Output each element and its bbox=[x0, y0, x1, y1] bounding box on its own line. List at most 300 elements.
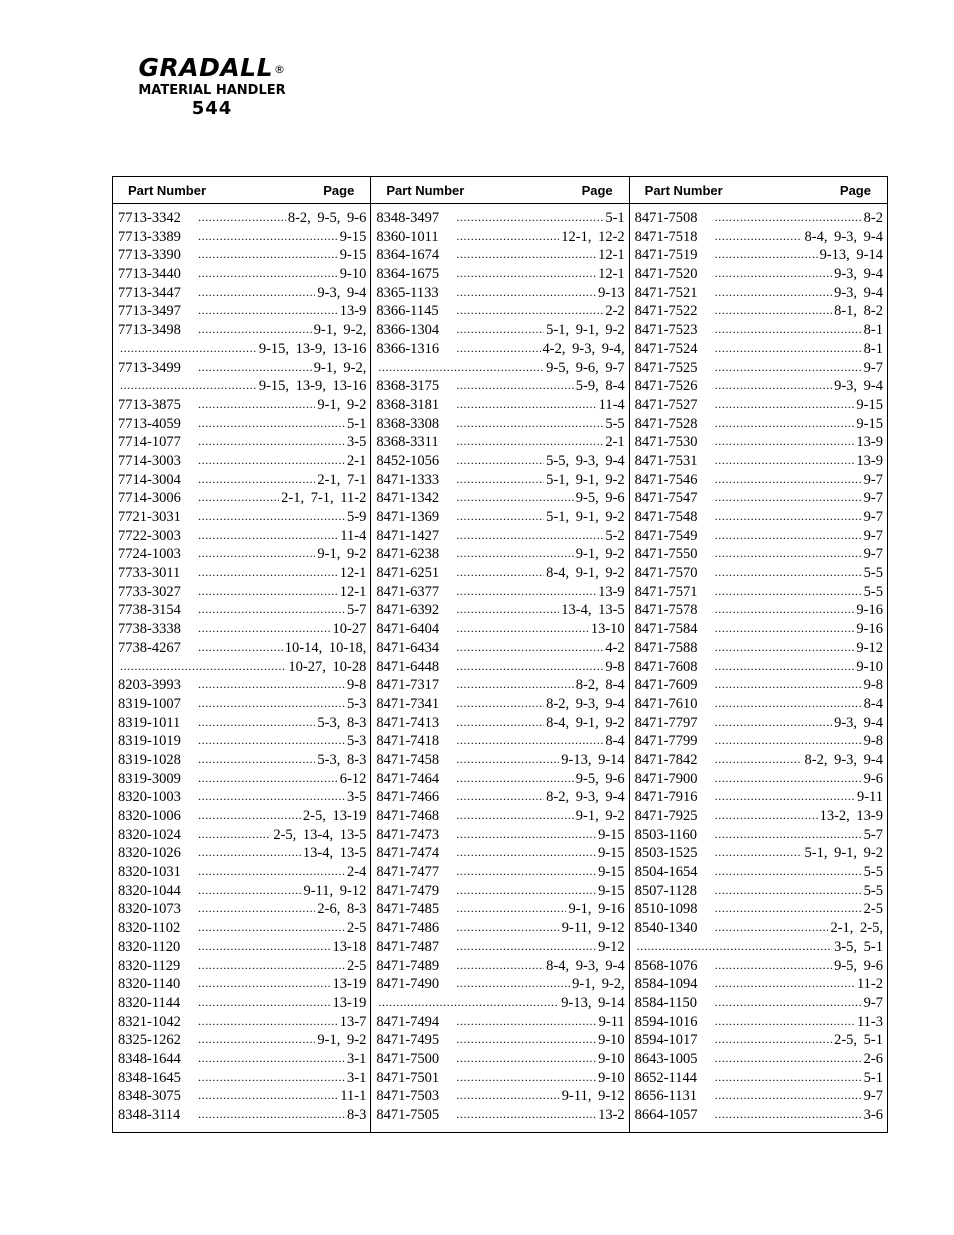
page-reference: 9-15 bbox=[598, 826, 625, 843]
part-number: 8368-3308 bbox=[376, 415, 440, 432]
part-number: 8320-1073 bbox=[118, 901, 181, 918]
column-header bbox=[630, 177, 887, 204]
index-row bbox=[635, 843, 883, 862]
index-row bbox=[376, 376, 624, 395]
index-row bbox=[635, 937, 883, 956]
page-reference: 9-10 bbox=[856, 658, 883, 675]
part-number: 8348-1644 bbox=[118, 1050, 181, 1067]
part-number: 8664-1057 bbox=[634, 1107, 698, 1123]
index-row bbox=[376, 245, 624, 264]
part-number: 8203-3993 bbox=[118, 677, 181, 694]
part-number: 8471-7550 bbox=[634, 546, 698, 563]
index-row bbox=[635, 806, 883, 825]
dot-leader bbox=[198, 956, 345, 970]
page-reference: 9-3, 9-4 bbox=[834, 714, 883, 731]
rows-1 bbox=[113, 204, 370, 1124]
index-row bbox=[376, 899, 624, 918]
page-reference: 9-15 bbox=[598, 864, 625, 881]
index-row bbox=[635, 731, 883, 750]
part-number: 8471-7608 bbox=[634, 658, 698, 675]
part-number: 8319-1019 bbox=[118, 733, 181, 750]
index-row bbox=[118, 1049, 366, 1068]
index-row bbox=[118, 657, 366, 676]
page-reference: 12-1, 12-2 bbox=[561, 228, 625, 245]
part-number: 8471-7474 bbox=[376, 845, 440, 862]
page-reference: 9-1, 9-2 bbox=[575, 546, 625, 563]
page-reference: 9-15, 13-9, 13-16 bbox=[258, 378, 367, 395]
index-row bbox=[118, 208, 366, 227]
part-number: 8594-1017 bbox=[634, 1032, 698, 1049]
part-number: 8471-7495 bbox=[376, 1032, 440, 1049]
part-number: 8568-1076 bbox=[634, 957, 698, 974]
dot-leader bbox=[715, 245, 818, 259]
page-reference: 2-2 bbox=[605, 303, 625, 320]
index-row bbox=[635, 675, 883, 694]
part-number: 8471-7525 bbox=[634, 359, 698, 376]
page-reference: 5-7 bbox=[863, 826, 883, 843]
dot-leader bbox=[456, 245, 596, 259]
part-number: 8368-3311 bbox=[376, 434, 439, 451]
index-row bbox=[376, 563, 624, 582]
page-reference: 12-1 bbox=[598, 266, 625, 283]
part-number: 7714-3003 bbox=[118, 452, 181, 469]
index-row bbox=[376, 1086, 624, 1105]
index-row bbox=[635, 227, 883, 246]
page-reference: 8-4 bbox=[605, 733, 625, 750]
index-row bbox=[635, 1030, 883, 1049]
dot-leader bbox=[715, 1030, 832, 1044]
part-number: 8471-7578 bbox=[634, 602, 698, 619]
part-number: 7738-3154 bbox=[118, 602, 181, 619]
index-row bbox=[635, 600, 883, 619]
index-row bbox=[635, 208, 883, 227]
product-subtitle: MATERIAL HANDLER bbox=[138, 83, 286, 98]
part-number: 8471-7413 bbox=[376, 714, 440, 731]
page-reference: 9-11, 9-12 bbox=[303, 882, 367, 899]
dot-leader bbox=[715, 376, 832, 390]
part-number: 8368-3181 bbox=[376, 396, 440, 413]
dot-leader bbox=[715, 862, 862, 876]
page-reference: 9-7 bbox=[863, 994, 883, 1011]
index-row bbox=[635, 769, 883, 788]
index-row bbox=[118, 862, 366, 881]
part-number: 8471-7523 bbox=[634, 322, 698, 339]
dot-leader bbox=[456, 918, 559, 932]
index-row bbox=[635, 1105, 883, 1124]
part-number: 8471-7528 bbox=[634, 415, 698, 432]
page-reference: 5-1, 9-1, 9-2 bbox=[546, 509, 625, 525]
part-number-heading: Part Number bbox=[128, 182, 207, 198]
page-reference: 9-1, 9-2, bbox=[572, 976, 625, 993]
page-reference: 10-14, 10-18, bbox=[284, 639, 367, 656]
part-number: 8348-3075 bbox=[118, 1088, 181, 1105]
dot-leader bbox=[456, 1030, 596, 1044]
page-reference: 2-6 bbox=[863, 1050, 883, 1067]
dot-leader bbox=[198, 843, 301, 857]
part-number: 8471-7584 bbox=[634, 621, 698, 638]
index-row bbox=[376, 750, 624, 769]
dot-leader bbox=[456, 713, 544, 727]
part-number: 8471-7464 bbox=[376, 770, 440, 787]
page-reference: 9-11, 9-12 bbox=[561, 1088, 625, 1105]
part-number: 8348-3497 bbox=[376, 210, 440, 226]
index-row bbox=[376, 694, 624, 713]
dot-leader bbox=[456, 544, 573, 558]
index-row bbox=[118, 956, 366, 975]
page-reference: 9-7 bbox=[863, 359, 883, 376]
page-reference: 9-10 bbox=[339, 266, 367, 283]
part-number: 8471-7797 bbox=[634, 714, 698, 731]
dot-leader bbox=[198, 526, 338, 540]
index-row bbox=[376, 956, 624, 975]
index-row bbox=[376, 993, 624, 1012]
dot-leader bbox=[198, 227, 338, 241]
part-number: 8471-7487 bbox=[376, 938, 440, 955]
part-number: 8471-7916 bbox=[634, 789, 698, 806]
part-number: 8471-7477 bbox=[376, 864, 440, 881]
page-reference: 9-10 bbox=[598, 1069, 625, 1086]
part-number: 7713-3390 bbox=[118, 247, 181, 264]
model-number: 544 bbox=[191, 98, 233, 119]
index-row bbox=[376, 1068, 624, 1087]
dot-leader bbox=[715, 750, 803, 764]
index-row bbox=[118, 638, 366, 657]
index-row bbox=[376, 283, 624, 302]
part-number: 7714-3004 bbox=[118, 471, 181, 488]
page-reference: 13-9 bbox=[598, 583, 625, 600]
index-row bbox=[635, 320, 883, 339]
index-row bbox=[118, 993, 366, 1012]
page-reference: 5-5 bbox=[863, 565, 883, 582]
page-reference: 13-9 bbox=[339, 303, 367, 320]
part-number: 8320-1003 bbox=[118, 789, 181, 806]
page-reference: 5-5 bbox=[605, 415, 625, 432]
index-row bbox=[118, 1030, 366, 1049]
part-number: 8471-7521 bbox=[634, 284, 698, 301]
column-header bbox=[113, 177, 370, 204]
part-number: 8471-7524 bbox=[634, 340, 698, 357]
page-reference: 9-12 bbox=[598, 938, 625, 955]
index-row bbox=[635, 787, 883, 806]
part-number: 7733-3027 bbox=[118, 583, 181, 600]
part-number: 8594-1016 bbox=[634, 1013, 698, 1030]
index-row bbox=[118, 619, 366, 638]
registered-mark: ® bbox=[274, 63, 286, 76]
part-number: 7733-3011 bbox=[118, 565, 181, 582]
index-row bbox=[376, 974, 624, 993]
part-number: 8471-7522 bbox=[634, 303, 698, 320]
page-reference: 13-2 bbox=[598, 1107, 625, 1123]
index-row bbox=[635, 339, 883, 358]
dot-leader bbox=[120, 657, 286, 671]
index-row bbox=[376, 713, 624, 732]
dot-leader bbox=[198, 750, 315, 764]
page-reference: 5-1 bbox=[605, 210, 625, 226]
page-reference: 12-1 bbox=[598, 247, 625, 264]
page-reference: 13-9 bbox=[856, 452, 883, 469]
dot-leader bbox=[456, 376, 573, 390]
dot-leader bbox=[715, 432, 855, 446]
page-reference: 2-1, 7-1 bbox=[317, 471, 367, 488]
index-row bbox=[376, 488, 624, 507]
part-number: 8364-1674 bbox=[376, 247, 440, 264]
part-number-heading: Part Number bbox=[644, 182, 723, 198]
dot-leader bbox=[456, 899, 566, 913]
page-heading: Page bbox=[581, 182, 613, 198]
part-number: 8471-7490 bbox=[376, 976, 440, 993]
part-number: 8540-1340 bbox=[634, 920, 698, 937]
part-number: 7713-4059 bbox=[118, 415, 181, 432]
index-row bbox=[118, 694, 366, 713]
index-row bbox=[376, 1030, 624, 1049]
index-row bbox=[118, 675, 366, 694]
dot-leader bbox=[715, 1068, 862, 1082]
index-row bbox=[118, 451, 366, 470]
part-number: 8366-1316 bbox=[376, 340, 440, 357]
dot-leader bbox=[456, 526, 603, 540]
page-reference: 9-3, 9-4 bbox=[834, 378, 883, 395]
page-reference: 9-5, 9-6, 9-7 bbox=[546, 359, 625, 376]
page-reference: 9-15, 13-9, 13-16 bbox=[258, 340, 367, 357]
index-row bbox=[118, 507, 366, 526]
page-reference: 5-3 bbox=[346, 733, 367, 750]
part-number: 8471-7458 bbox=[376, 751, 440, 768]
page-reference: 8-1 bbox=[863, 322, 883, 339]
page-reference: 9-3, 9-4 bbox=[834, 284, 883, 301]
parts-index-table bbox=[112, 176, 888, 1133]
dot-leader bbox=[456, 1086, 559, 1100]
page-reference: 8-3 bbox=[346, 1107, 367, 1123]
index-row bbox=[118, 376, 366, 395]
dot-leader bbox=[715, 657, 855, 671]
page-reference: 2-5 bbox=[346, 920, 367, 937]
page-reference: 9-13, 9-14 bbox=[561, 751, 625, 768]
part-number: 8504-1654 bbox=[634, 864, 698, 881]
page-reference: 13-10 bbox=[590, 621, 625, 638]
dot-leader bbox=[198, 1049, 345, 1063]
dot-leader bbox=[715, 395, 855, 409]
part-number: 8360-1011 bbox=[376, 228, 439, 245]
part-number: 8471-1369 bbox=[376, 509, 440, 525]
page-reference: 9-10 bbox=[598, 1032, 625, 1049]
index-row bbox=[376, 526, 624, 545]
index-row bbox=[635, 881, 883, 900]
dot-leader bbox=[198, 787, 345, 801]
index-row bbox=[118, 414, 366, 433]
part-number: 8471-7508 bbox=[634, 210, 698, 226]
part-number: 7724-1003 bbox=[118, 546, 181, 563]
dot-leader bbox=[198, 600, 345, 614]
page-reference: 5-5, 9-3, 9-4 bbox=[546, 452, 625, 469]
page-reference: 9-15 bbox=[339, 247, 367, 264]
part-number: 8320-1102 bbox=[118, 920, 181, 937]
index-row bbox=[118, 432, 366, 451]
dot-leader bbox=[198, 974, 330, 988]
part-number: 7713-3342 bbox=[118, 210, 181, 226]
index-row bbox=[635, 1012, 883, 1031]
dot-leader bbox=[456, 301, 603, 315]
index-row bbox=[118, 488, 366, 507]
index-row bbox=[635, 507, 883, 526]
index-row bbox=[376, 619, 624, 638]
column-header bbox=[371, 177, 628, 204]
part-number: 8368-3175 bbox=[376, 378, 440, 395]
part-number: 8348-1645 bbox=[118, 1069, 181, 1086]
index-row bbox=[376, 1012, 624, 1031]
part-number: 8471-1333 bbox=[376, 471, 440, 488]
dot-leader bbox=[715, 339, 862, 353]
dot-leader bbox=[456, 657, 603, 671]
page-reference: 8-2, 9-3, 9-4 bbox=[546, 789, 625, 806]
index-row bbox=[376, 339, 624, 358]
index-row bbox=[635, 825, 883, 844]
part-number: 7713-3497 bbox=[118, 303, 181, 320]
page-reference: 13-7 bbox=[339, 1013, 367, 1030]
page-reference: 9-7 bbox=[863, 509, 883, 525]
index-row bbox=[635, 395, 883, 414]
page-reference: 2-1, 7-1, 11-2 bbox=[281, 490, 367, 507]
index-row bbox=[635, 750, 883, 769]
part-number: 8471-7547 bbox=[634, 490, 698, 507]
part-number: 7738-4267 bbox=[118, 639, 181, 656]
page-reference: 9-11, 9-12 bbox=[561, 920, 625, 937]
dot-leader bbox=[715, 526, 862, 540]
page-heading: Page bbox=[839, 182, 871, 198]
index-row bbox=[635, 582, 883, 601]
index-row bbox=[118, 974, 366, 993]
part-number: 7714-1077 bbox=[118, 434, 181, 451]
dot-leader bbox=[456, 600, 559, 614]
index-row bbox=[635, 956, 883, 975]
index-row bbox=[376, 843, 624, 862]
page-reference: 3-5, 5-1 bbox=[834, 938, 883, 955]
index-row bbox=[376, 881, 624, 900]
index-row bbox=[118, 1105, 366, 1124]
dot-leader bbox=[715, 283, 832, 297]
index-row bbox=[376, 806, 624, 825]
dot-leader bbox=[198, 825, 271, 839]
dot-leader bbox=[456, 769, 573, 783]
page-reference: 9-5, 9-6 bbox=[575, 490, 625, 507]
dot-leader bbox=[715, 1086, 862, 1100]
dot-leader bbox=[456, 451, 544, 465]
index-row bbox=[376, 544, 624, 563]
page-reference: 8-2, 9-3, 9-4 bbox=[546, 695, 625, 712]
part-number: 8503-1525 bbox=[634, 845, 698, 862]
dot-leader bbox=[715, 918, 829, 932]
part-number: 8320-1120 bbox=[118, 938, 181, 955]
index-row bbox=[635, 301, 883, 320]
part-number: 8471-7799 bbox=[634, 733, 698, 750]
dot-leader bbox=[198, 769, 338, 783]
index-row bbox=[635, 713, 883, 732]
dot-leader bbox=[456, 619, 588, 633]
dot-leader bbox=[715, 713, 832, 727]
part-number: 8319-1028 bbox=[118, 751, 181, 768]
index-column-3 bbox=[630, 177, 887, 1132]
index-row bbox=[635, 526, 883, 545]
dot-leader bbox=[378, 993, 559, 1007]
dot-leader bbox=[198, 208, 286, 222]
page-reference: 13-2, 13-9 bbox=[819, 808, 883, 824]
dot-leader bbox=[198, 414, 345, 428]
part-number: 8319-1011 bbox=[118, 714, 181, 731]
page-reference: 11-1 bbox=[340, 1088, 367, 1105]
index-row bbox=[118, 881, 366, 900]
page-reference: 2-4 bbox=[346, 864, 367, 881]
index-row bbox=[376, 787, 624, 806]
page-reference: 3-1 bbox=[346, 1050, 367, 1067]
part-number: 8366-1304 bbox=[376, 322, 440, 339]
index-row bbox=[376, 395, 624, 414]
dot-leader bbox=[456, 1012, 596, 1026]
page-reference: 2-1 bbox=[605, 434, 625, 451]
page-reference: 3-1 bbox=[346, 1069, 367, 1086]
page-reference: 9-1, 9-2 bbox=[317, 396, 367, 413]
index-row bbox=[376, 470, 624, 489]
part-number: 8471-7501 bbox=[376, 1069, 440, 1086]
dot-leader bbox=[715, 488, 862, 502]
dot-leader bbox=[456, 395, 596, 409]
page-reference: 9-16 bbox=[856, 602, 883, 619]
dot-leader bbox=[198, 358, 312, 372]
part-number: 8471-7489 bbox=[376, 957, 440, 974]
part-number: 7713-3447 bbox=[118, 284, 181, 301]
index-row bbox=[376, 414, 624, 433]
index-row bbox=[118, 1086, 366, 1105]
page-reference: 5-9, 8-4 bbox=[575, 378, 625, 395]
index-row bbox=[635, 451, 883, 470]
index-row bbox=[635, 358, 883, 377]
page-reference: 13-9 bbox=[856, 434, 883, 451]
page-reference: 2-1 bbox=[346, 452, 367, 469]
dot-leader bbox=[198, 713, 315, 727]
index-column-2 bbox=[371, 177, 629, 1132]
page-reference: 5-1, 9-1, 9-2 bbox=[804, 845, 883, 862]
page-reference: 9-13, 9-14 bbox=[561, 994, 625, 1011]
index-row bbox=[118, 358, 366, 377]
page-heading: Page bbox=[323, 182, 355, 198]
dot-leader bbox=[198, 675, 345, 689]
page-reference: 5-1 bbox=[863, 1069, 883, 1086]
page-reference: 9-8 bbox=[605, 658, 625, 675]
page-reference: 2-5 bbox=[863, 901, 883, 918]
part-number: 8471-7418 bbox=[376, 733, 440, 750]
index-row bbox=[376, 227, 624, 246]
part-number: 8471-6404 bbox=[376, 621, 440, 638]
index-row bbox=[376, 264, 624, 283]
dot-leader bbox=[198, 563, 338, 577]
dot-leader bbox=[715, 825, 862, 839]
part-number: 8471-6448 bbox=[376, 658, 440, 675]
part-number: 8471-1427 bbox=[376, 527, 440, 544]
part-number: 8471-1342 bbox=[376, 490, 440, 507]
page-reference: 6-12 bbox=[339, 770, 367, 787]
dot-leader bbox=[198, 470, 315, 484]
index-row bbox=[376, 769, 624, 788]
part-number: 8365-1133 bbox=[376, 284, 439, 301]
page-reference: 8-2, 8-4 bbox=[575, 677, 625, 694]
index-row bbox=[635, 563, 883, 582]
dot-leader bbox=[198, 993, 330, 1007]
dot-leader bbox=[456, 563, 544, 577]
page-reference: 9-1, 9-2 bbox=[317, 1032, 367, 1049]
page-reference: 5-3, 8-3 bbox=[317, 751, 367, 768]
dot-leader bbox=[715, 208, 862, 222]
part-number: 8471-7548 bbox=[634, 509, 698, 525]
page-reference: 8-4 bbox=[863, 695, 883, 712]
part-number: 8471-7527 bbox=[634, 396, 698, 413]
